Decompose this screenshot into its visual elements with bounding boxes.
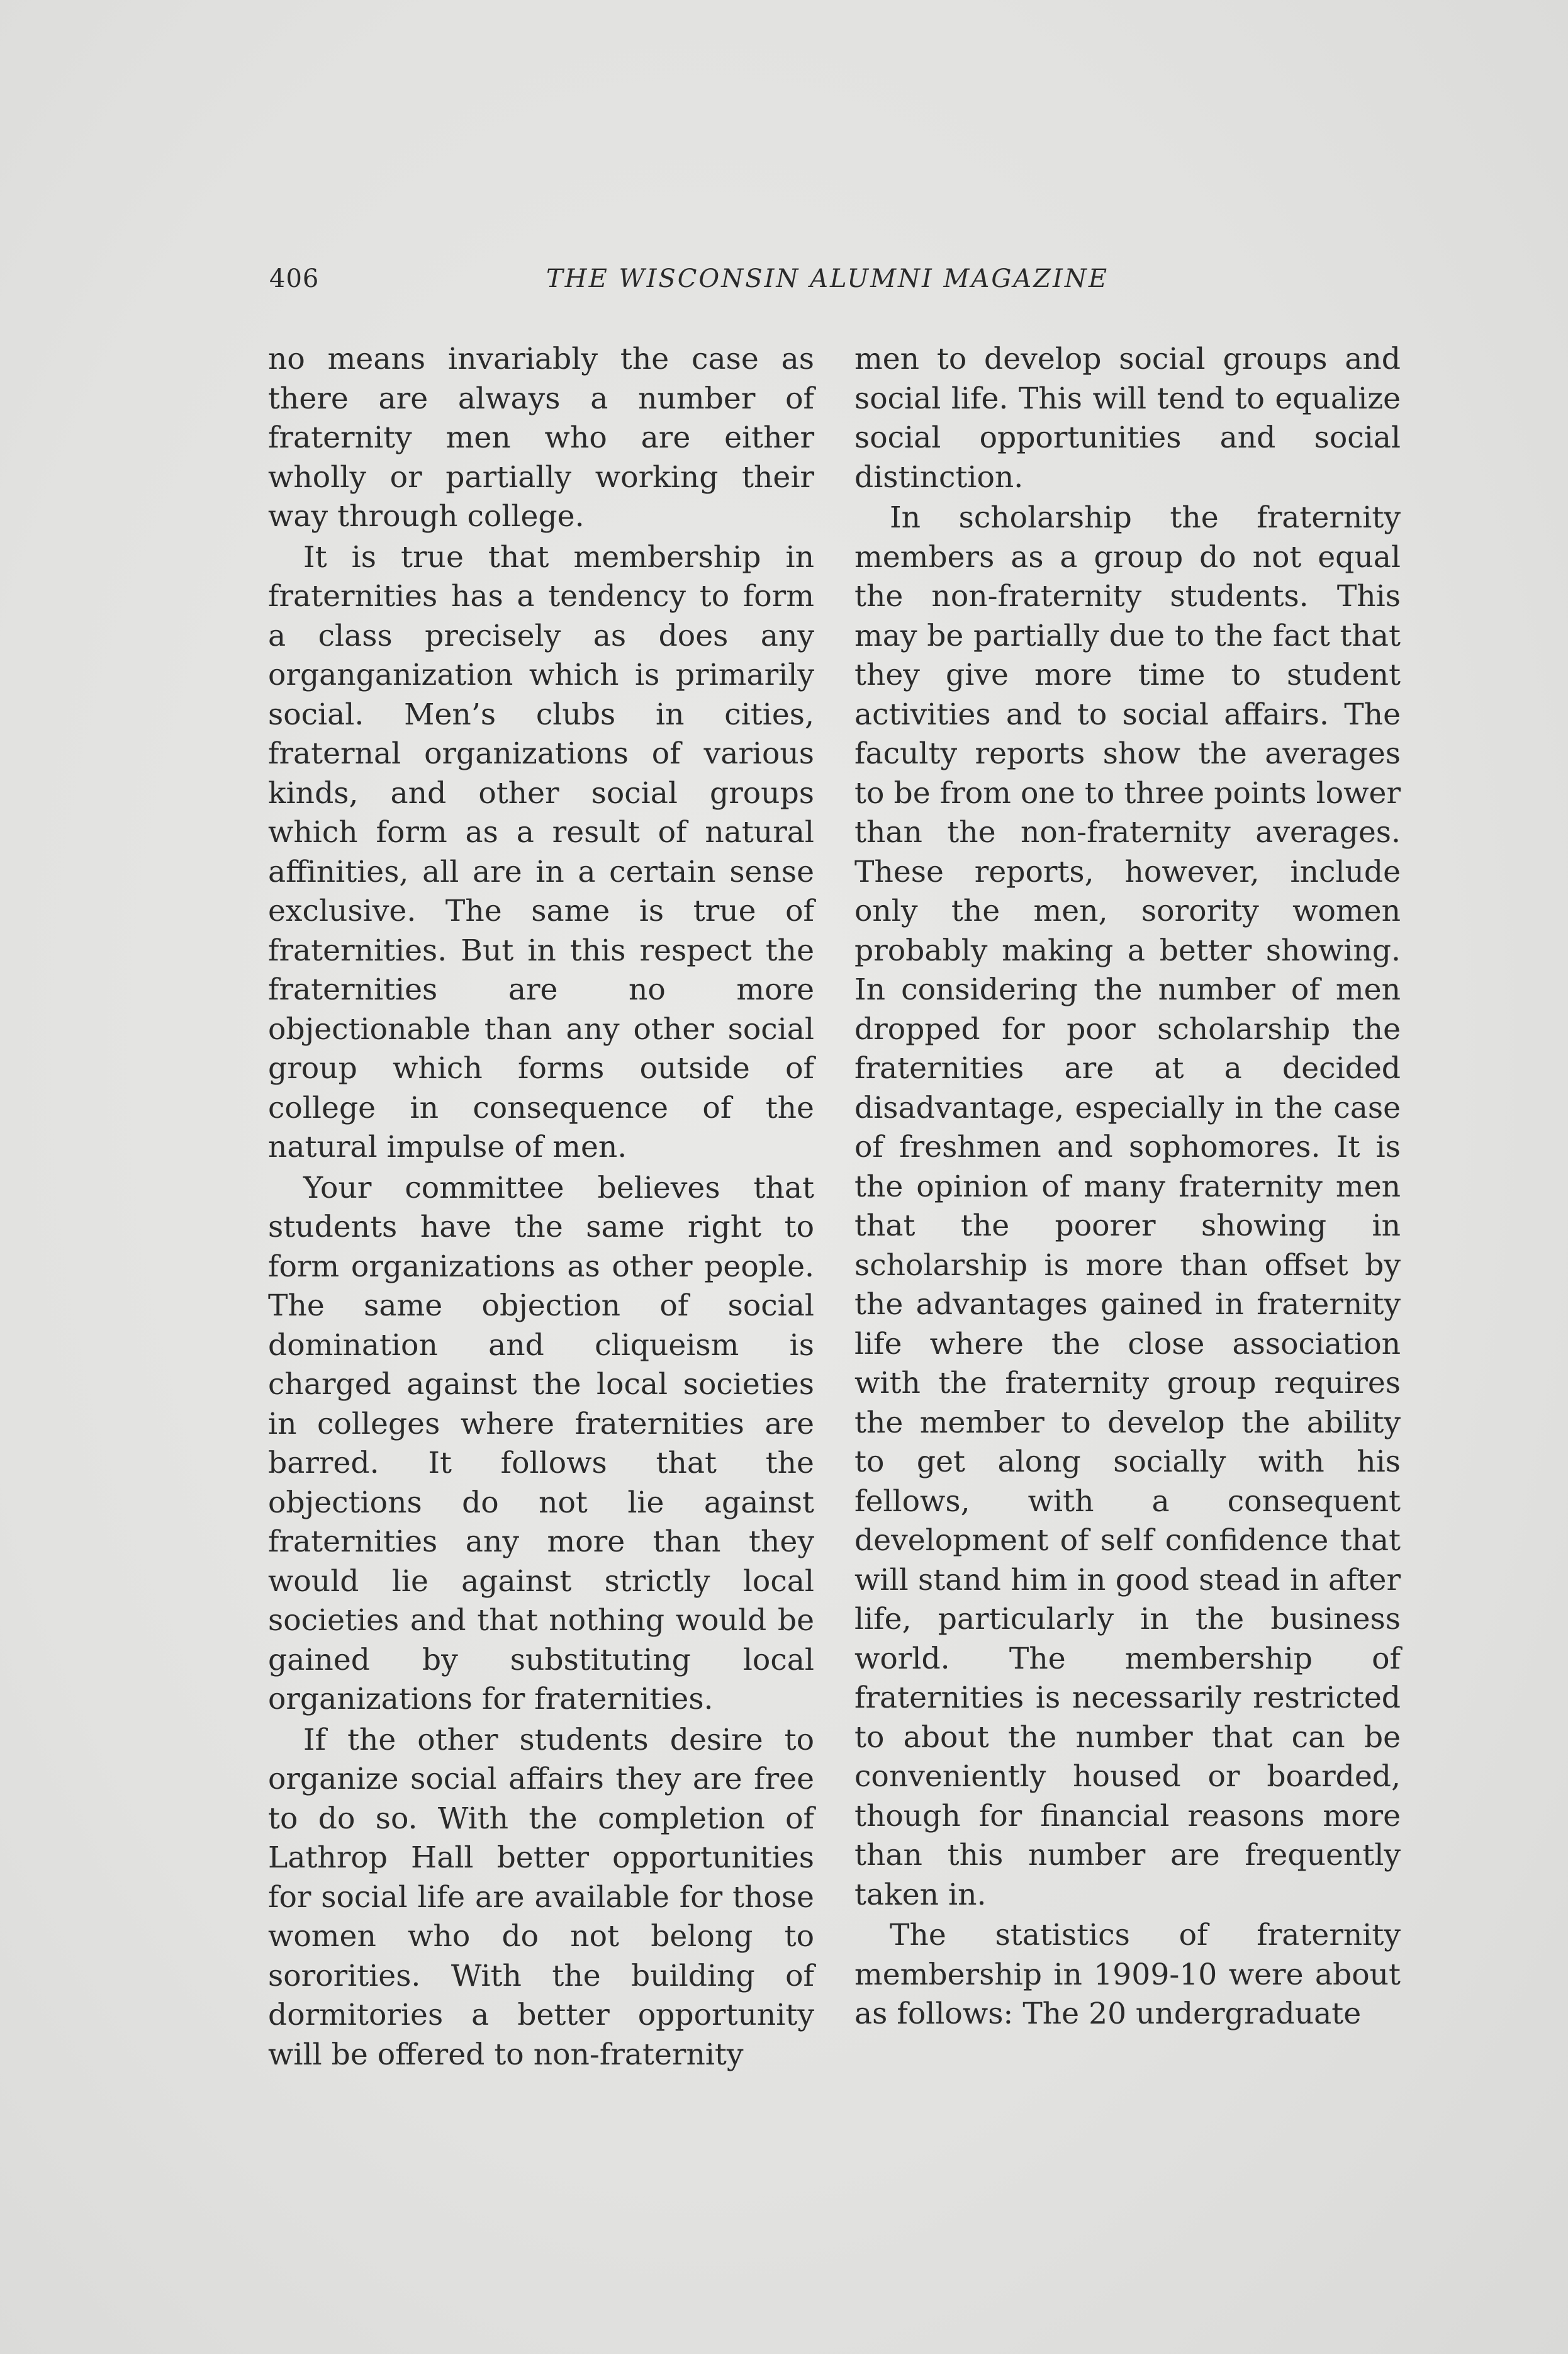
paragraph: If the other students desire to organize social affairs they are free to do so. With the completion of Lathrop Hall better opportunities for social life are available for those women who do not belong to sororities. With the building of dormitories a better opportunity will be offered to non-fraternity	[268, 1722, 814, 2072]
right-column	[854, 340, 1401, 2034]
running-title: THE WISCONSIN ALUMNI MAGAZINE	[546, 264, 1109, 293]
paragraph: The statistics of fraternity membership in 1909-10 were about as follows: The 20 undergraduate	[854, 1918, 1401, 2031]
page-number: 406	[269, 264, 320, 293]
paragraph: men to develop social groups and social life. This will tend to equalize social opportunities and social distinction.	[854, 342, 1401, 495]
page-header	[269, 264, 1402, 308]
paragraph: In scholarship the fraternity members as a group do not equal the non-fraternity students. This may be partially due to the fact that they give more time to student activities and to social affairs. The faculty reports show the averages to be from one to three points lower than the non-fraternity averages. These reports, however, include only the men, sorority women probably making a better showing. In considering the number of men dropped for poor scholarship the fraternities are at a decided disadvantage, especially in the case of freshmen and sophomores. It is the opinion of many fraternity men that the poorer showing in scholarship is more than offset by the advantages gained in fraternity life where the close association with the fraternity group requires the member to develop the ability to get along socially with his fellows, with a consequent development of self confidence that will stand him in good stead in after life, particularly in the business world. The membership of fraternities is necessarily restricted to about the number that can be conveniently housed or boarded, though for financial reasons more than this number are frequently taken in.	[854, 500, 1401, 1912]
paragraph: no means invariably the case as there are always a number of fraternity men who are either wholly or partially working their way through college.	[268, 342, 814, 534]
paragraph: It is true that membership in fraternities has a tendency to form a class precisely as does any organganization which is primarily social. Men’s clubs in cities, fraternal organizations of various kinds, and other social groups which form as a result of natural affinities, all are in a certain sense exclusive. The same is true of fraternities. But in this respect the fraternities are no more objectionable than any other social group which forms outside of college in consequence of the natural impulse of men.	[268, 539, 814, 1164]
left-column	[268, 340, 814, 2075]
paragraph: Your committee believes that students have the same right to form organizations as other people. The same objection of social domination and cliqueism is charged against the local societies in colleges where fraternities are barred. It follows that the objections do not lie against fraternities any more than they would lie against strictly local societies and that nothing would be gained by substituting local organizations for fraternities.	[268, 1170, 814, 1716]
